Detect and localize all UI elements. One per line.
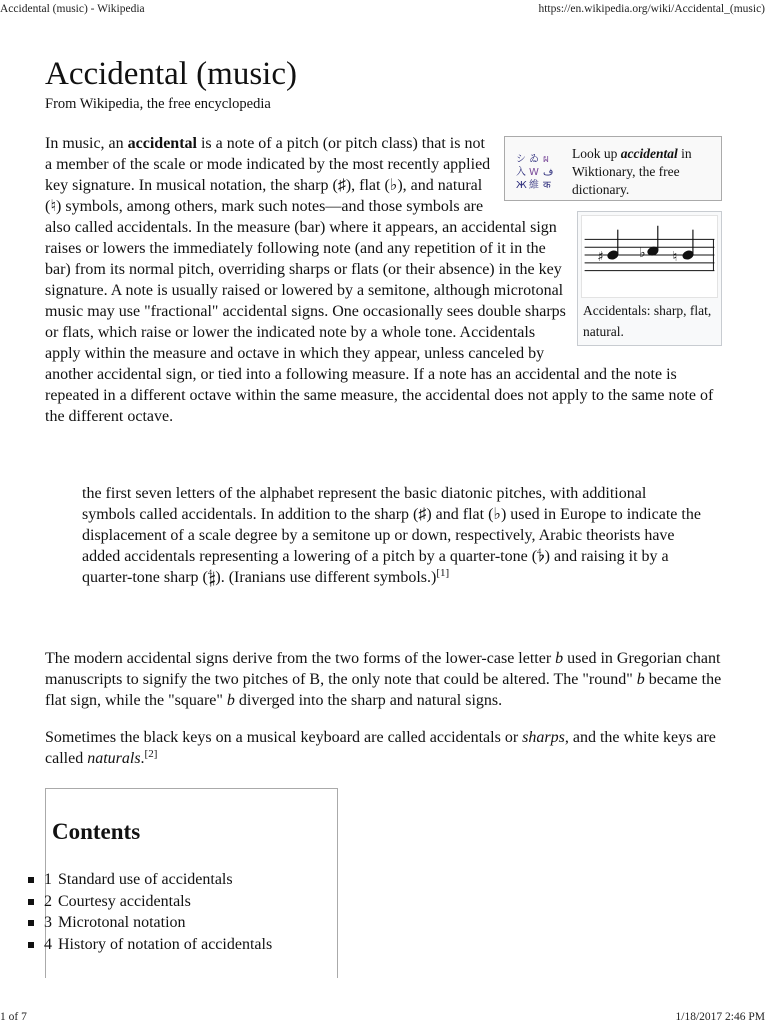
- flat-icon: ♭: [639, 244, 646, 261]
- para3-text-3: .: [140, 750, 145, 767]
- sharp-icon: ♯: [597, 248, 604, 265]
- toc-item[interactable]: [26, 869, 272, 891]
- svg-text:ゐ: ゐ: [529, 154, 539, 165]
- wiktionary-logo-icon: [514, 151, 556, 191]
- blockquote: [82, 483, 702, 588]
- print-header-title: Accidental (music) - Wikipedia: [0, 3, 145, 15]
- figure-caption: Accidentals: sharp, flat, natural.: [583, 303, 712, 339]
- article-intro: [45, 133, 728, 427]
- toc-number: 4: [44, 935, 52, 953]
- para2-text-3: became the flat sign, while the "square": [45, 671, 722, 709]
- para2-italic-1: b: [555, 650, 564, 667]
- wiktionary-prefix: Look up: [572, 146, 621, 161]
- toc-number: 1: [44, 871, 52, 888]
- page-tagline: From Wikipedia, the free encyclopedia: [45, 96, 271, 112]
- toc-title: Contents: [52, 819, 141, 844]
- wiktionary-box: [504, 136, 722, 201]
- svg-text:ف: ف: [543, 167, 554, 178]
- toc-item[interactable]: [26, 934, 272, 956]
- history-paragraph: [45, 648, 728, 711]
- toc-label[interactable]: Microtonal notation: [58, 914, 186, 931]
- ref-link-2[interactable]: [2]: [144, 748, 158, 760]
- ref-link-1[interactable]: [1]: [436, 567, 450, 579]
- page-title: Accidental (music): [45, 56, 297, 92]
- print-footer: [0, 1010, 768, 1024]
- toc-number: 3: [44, 914, 52, 931]
- print-header: [0, 2, 768, 16]
- bullet-icon: [28, 920, 34, 926]
- svg-text:क: क: [543, 180, 551, 191]
- intro-term: accidental: [127, 135, 197, 152]
- bullet-icon: [28, 899, 34, 905]
- page-counter: 1 of 7: [0, 1011, 27, 1023]
- para2-italic-2: b: [636, 671, 645, 688]
- svg-text:W: W: [529, 167, 539, 178]
- svg-text:維: 維: [529, 180, 539, 191]
- para3-text-2: , and the white keys are called: [45, 729, 716, 767]
- intro-text-2: is a note of a pitch (or pitch class) that is not a member of the scale or mode indicated by the most recently applied key signature. In musical notation, the sharp (♯), flat (♭), and natural (♮) symbols, among others, mark such notes—and those symbols are also called accidentals. In the measure (bar) where it appears, an accidental sign raises or lowers the immediately following note (and any repetition of it in the bar) from its normal pitch, overriding sharps or flats (or their absence) in the key signature. A note is usually raised or lowered by a semitone, although microtonal music may use "fractional" accidental signs. One occasionally sees double sharps or flats, which raise or lower the indicated note by a whole tone. Accidentals apply within the measure and octave in which they appear, unless canceled by another accidental sign, or tied into a following measure. If a note has an accidental and the note is repeated in a different octave within the same measure, the accidental does not apply to the same note of the different octave.: [45, 135, 714, 425]
- wiktionary-suffix: in Wiktionary, the free dictionary.: [572, 146, 692, 197]
- svg-text:入: 入: [516, 167, 526, 178]
- para3-italic-1: sharps: [522, 729, 565, 746]
- toc-item[interactable]: [26, 912, 272, 934]
- para3-text-1: Sometimes the black keys on a musical keyboard are called accidentals or: [45, 729, 523, 746]
- wiktionary-link[interactable]: accidental: [620, 146, 678, 161]
- bullet-icon: [28, 877, 34, 883]
- toc-item[interactable]: [26, 891, 272, 913]
- toc-label[interactable]: History of notation of accidentals: [58, 935, 273, 953]
- toc-label[interactable]: Courtesy accidentals: [58, 892, 191, 910]
- bullet-icon: [28, 942, 34, 948]
- print-header-url: https://en.wikipedia.org/wiki/Accidental_(music): [538, 3, 765, 15]
- print-timestamp: 1/18/2017 2:46 PM: [675, 1011, 765, 1023]
- para2-text-4: diverged into the sharp and natural signs.: [234, 692, 503, 709]
- wiktionary-text: [572, 145, 717, 199]
- para3-italic-2: naturals: [87, 750, 141, 767]
- para2-italic-3: b: [226, 692, 235, 709]
- para2-text-1: The modern accidental signs derive from the two forms of the lower-case letter: [45, 650, 556, 667]
- para2-text-2: used in Gregorian chant manuscripts to signify the two pitches of B, the only note that could be altered. The "round": [45, 650, 721, 688]
- natural-icon: ♮: [672, 248, 678, 265]
- intro-text-1: In music, an: [45, 135, 128, 152]
- svg-text:ผ: ผ: [543, 154, 549, 165]
- toc-number: 2: [44, 892, 52, 910]
- svg-text:シ: シ: [516, 154, 526, 165]
- figure-accidentals: [577, 211, 722, 346]
- toc-list: [26, 869, 272, 955]
- svg-text:Ж: Ж: [516, 180, 527, 191]
- staff-notation-image[interactable]: [581, 215, 718, 298]
- keyboard-paragraph: [45, 727, 728, 769]
- quote-text: the first seven letters of the alphabet represent the basic diatonic pitches, with additional symbols called accidentals. In addition to the sharp (♯) and flat (♭) used in Europe to indicate the displacement of a scale degree by a semitone up or down, respectively, Arabic theorists have added accidentals representing a lowering of a pitch by a quarter-tone (𝄳) and raising it by a quarter-tone sharp (𝄲). (Iranians use different symbols.): [82, 485, 701, 586]
- toc-label[interactable]: Standard use of accidentals: [58, 871, 233, 888]
